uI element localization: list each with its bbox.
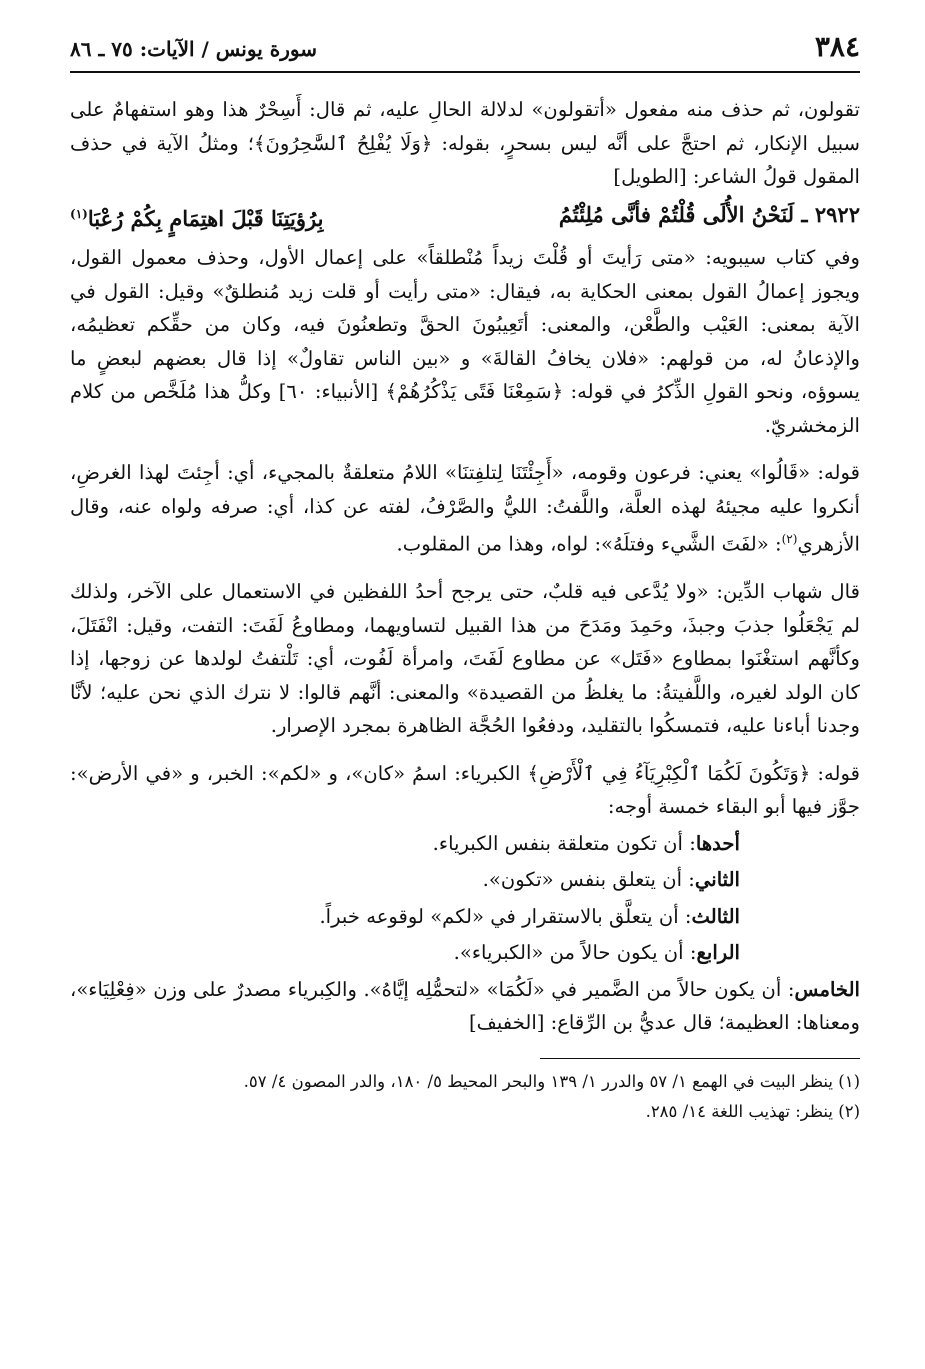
option-term: الثاني [694, 868, 740, 892]
option-term: الثالث [691, 904, 740, 928]
footnotes [70, 1067, 860, 1127]
paragraph: قوله: ﴿وَتَكُونَ لَكُمَا ٱلْكِبْرِيَآءُ فِي ٱلْأَرْضِ﴾ الكبرياء: اسمُ «كان»، و «لكم»: الخبر، و «في الأرض»: جوَّز فيها أبو البقاء خمسة أوجه: [70, 761, 860, 819]
verse-second-hemistich [70, 198, 323, 236]
book-page [70, 30, 860, 1127]
page-number: ٣٨٤ [814, 30, 860, 63]
option-term: الخامس [794, 977, 860, 1001]
option-text: : أن تكون متعلقة بنفس الكبرياء. [432, 831, 696, 855]
paragraph: وفي كتاب سيبويه: «متى رَأيتَ أو قُلْتَ زيداً مُنْطلقاً» على إعمال الأول، وحذف معمول القول، ويجوز إعمالُ القول بمعنى الحكاية به، فيقال: «متى رأيت أو قلت زيد مُنطلقٌ» وقيل: القول في الآية بمعنى: العَيْب والطَّعْن، والمعنى: أتَعِيبُونَ الحقَّ وتطعنُونَ فيه، وكان من حقِّكم تعظيمُه، والإذعانُ له، من قولهم: «فلان يخافُ القالةَ» و «بين الناس تقاولٌ» إذا قال بعضهم لبعضٍ ما يسوؤه، ونحو القولِ الذِّكرُ في قوله: ﴿سَمِعْنَا فَتًى يَذْكُرُهُمْ﴾ [الأنبياء: ٦٠] وكلُّ هذا مُلَخَّص من كلام الزمخشريّ. [70, 246, 861, 437]
verse-number: ٢٩٢٢ ـ [801, 201, 860, 227]
paragraph-text-cont: : «لفَتَ الشَّيء وفتلَهُ»: لواه، وهذا من المقلوب. [396, 532, 782, 556]
option-text: : أن يتعلَّق بالاستقرار في «لكم» لوقوعه خبراً. [319, 904, 692, 928]
footnote-divider [540, 1058, 860, 1059]
poetry-verse [70, 198, 860, 236]
paragraph-text: : أن يكون حالاً من الضَّمير في «لَكُمَا» «لتحمُّلِه إيَّاهُ». والكِبرياء مصدرٌ على وزن «فِعْلِيَاء»، ومعناها: العظيمة؛ قال عديُّ بن الرِّقاع: [الخفيف] [70, 977, 860, 1035]
option-item [70, 936, 860, 970]
option-text: : أن يتعلق بنفس «تكون». [482, 868, 695, 892]
footnote-2: (٢) ينظر: تهذيب اللغة ١٤/ ٢٨٥. [645, 1101, 860, 1121]
option-item [70, 900, 860, 934]
footnote-ref-1: (١) [70, 206, 88, 221]
verse-half-1: لَنَحْنُ الأُلَى قُلْتُمْ فأنَّى مُلِئْتُمُ [558, 201, 795, 227]
option-item [70, 827, 860, 861]
option-term: الرابع [696, 941, 740, 965]
verse-half-2: بِرُؤيَتِنَا قَبْلَ اهتِمَامٍ بِكُمْ رُعْبَا [87, 205, 324, 231]
page-header [70, 30, 860, 73]
verse-first-hemistich [559, 198, 860, 236]
option-term: أحدها [695, 831, 740, 855]
main-text [70, 93, 860, 1040]
option-text: : أن يكون حالاً من «الكبرياء». [453, 941, 697, 965]
footnote-ref-2: (٢) [781, 532, 798, 546]
running-title: سورة يونس / الآيات: ٧٥ ـ ٨٦ [70, 37, 317, 61]
footnote-1: (١) ينظر البيت في الهمع ١/ ٥٧ والدرر ١/ ١٣٩ والبحر المحيط ٥/ ١٨٠، والدر المصون ٤/ ٥٧. [243, 1071, 860, 1091]
paragraph: قال شهاب الدِّين: «ولا يُدَّعى فيه قلبٌ، حتى يرجح أحدُ اللفظين في الاستعمال على الآخر، ولذلك لم يَجْعَلُوا جذبَ وجبذَ، وحَمِدَ ومَدَحَ من هذا القبيل لتساويهما، ومطاوعُ لَفَتَ: التفت، وقيل: انْفَتَلَ، وكأنَّهم استغْنَوا بمطاوع «فَتَل» عن مطاوع لَفَتَ، وامرأة لَفُوت، أي: تَلْتفتُ لولدها عن زوجها، إذا كان الولد لغيره، واللَّفيتةُ: ما يغلظُ من القصيدة» والمعنى: أنَّهم قالوا: لا نترك الذي نحن عليه؛ لأنَّا وجدنا أباءنا عليه، فتمسكُوا بالتقليد، ودفعُوا الحُجَّة الظاهرة بمجرد الإصرار. [70, 580, 860, 738]
paragraph [70, 973, 860, 1040]
paragraph [70, 456, 860, 561]
option-item [70, 863, 860, 897]
paragraph-text: قوله: «قَالُوا» يعني: فرعون وقومه، «أَجِئْتَنَا لِتلفِتنَا» اللامُ متعلقةٌ بالمجيء، أي: أجِئتَ لهذا الغرضِ، أنكروا عليه مجيئهُ لهذه العلَّة، واللَّفتُ: الليُّ والصَّرْفُ، لفته عن كذا، أي: صرفه ولواه عنه، وقال الأزهري [70, 461, 860, 556]
paragraph: تقولون، ثم حذف منه مفعول «أتقولون» لدلالة الحالِ عليه، ثم قال: أَسِحْرٌ هذا وهو استفهامٌ على سبيل الإنكار، ثم احتجَّ على أنَّه ليس بسحرٍ، بقوله: ﴿وَلَا يُفْلِحُ ٱلسَّٰحِرُونَ﴾؛ ومثلُ الآية في حذف المقول قولُ الشاعر: [الطويل] [70, 98, 860, 188]
